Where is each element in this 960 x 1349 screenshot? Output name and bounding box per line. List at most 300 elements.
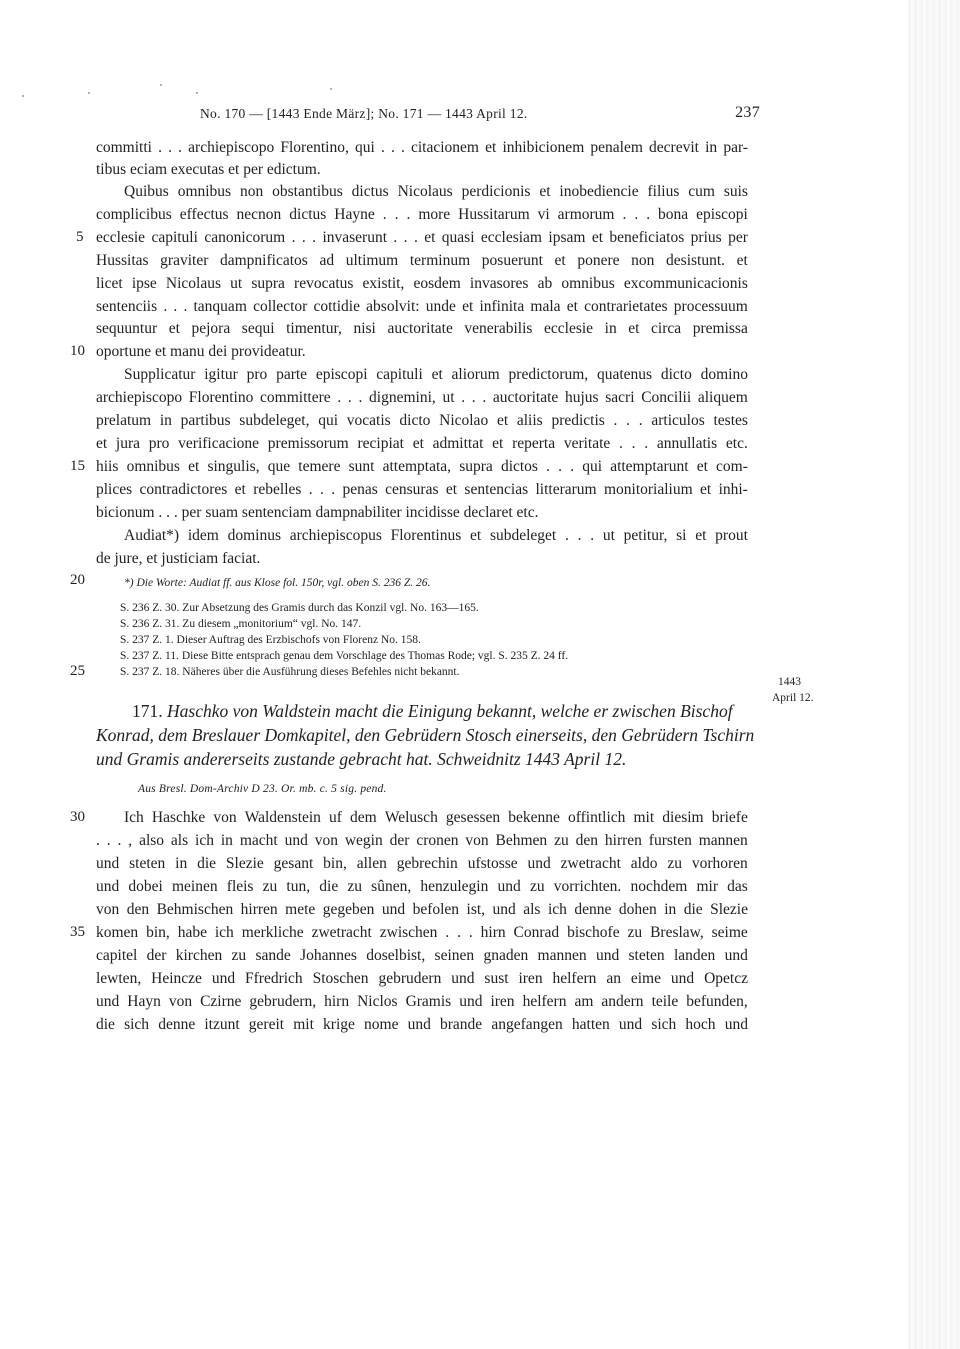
text-line xyxy=(96,922,748,944)
word: . xyxy=(400,139,405,156)
word: merkliche xyxy=(241,924,304,941)
word: hirren xyxy=(240,901,278,918)
word: et xyxy=(566,298,578,315)
word: plices xyxy=(96,481,133,498)
word: Johannes xyxy=(300,947,357,964)
text-line xyxy=(96,227,748,249)
word: recipiat xyxy=(357,435,404,452)
word: . xyxy=(577,527,582,544)
word: lewten, xyxy=(96,970,142,987)
word: ich xyxy=(214,924,234,941)
word: . xyxy=(168,139,172,156)
commentary-note: S. 236 Z. 30. Zur Absetzung des Gramis durch das Konzil vgl. No. 163—165. xyxy=(120,602,479,614)
word: inhibicionem xyxy=(502,139,585,156)
word: von xyxy=(465,832,489,849)
word: gegeben xyxy=(322,901,375,918)
word: supra xyxy=(459,458,493,475)
word: dictos xyxy=(500,458,538,475)
word: et xyxy=(431,366,443,383)
word: . xyxy=(461,389,466,406)
word: ipse xyxy=(131,275,157,292)
word: circa xyxy=(651,320,682,337)
word: attemptarunt xyxy=(610,458,689,475)
word: Welusch xyxy=(384,809,438,826)
document-title-line: Konrad, dem Breslauer Domkapitel, den Gebrüdern Stosch einerseits, den Gebrüdern Tschirn xyxy=(96,725,755,745)
word: von xyxy=(96,901,120,918)
word: admittat xyxy=(432,435,484,452)
word: idem xyxy=(187,527,219,544)
word: . xyxy=(631,435,636,452)
word: quasi xyxy=(441,229,475,246)
word: cum xyxy=(688,183,715,200)
word: et xyxy=(96,435,108,452)
word: aliis xyxy=(516,412,543,429)
word: attemptata, xyxy=(382,458,452,475)
word: . xyxy=(570,458,575,475)
word: und xyxy=(497,878,521,895)
word: . xyxy=(331,481,336,498)
word: . xyxy=(158,139,162,156)
word: posuerunt xyxy=(481,252,543,269)
word: hiis xyxy=(96,458,119,475)
footnote: *) Die Worte: Audiat ff. aus Klose fol. 150r, vgl. oben S. 236 Z. 26. xyxy=(124,577,431,589)
word: si xyxy=(676,527,687,544)
text-line: tibus eciam executas et per edictum. xyxy=(96,161,321,178)
scan-speck xyxy=(330,88,332,90)
word: . xyxy=(564,527,569,544)
word: Waldenstein xyxy=(244,809,321,826)
word: Czirne xyxy=(200,993,242,1010)
word: in xyxy=(175,855,188,872)
word: par- xyxy=(723,139,748,156)
word: sich xyxy=(124,1016,150,1033)
word: aliorum xyxy=(451,366,500,383)
word: subdeleget, xyxy=(239,412,310,429)
word: pro xyxy=(246,366,268,383)
word: hirn xyxy=(324,993,350,1010)
document-title-line: und Gramis andererseits zustande gebracht hat. Schweidnitz 1443 April 12. xyxy=(96,749,627,769)
word: zu xyxy=(231,947,247,964)
word: eime xyxy=(630,970,661,987)
word: et xyxy=(412,435,424,452)
word: terminum xyxy=(409,252,471,269)
word: veritate xyxy=(563,435,611,452)
word: den xyxy=(575,832,598,849)
text-line xyxy=(96,853,748,875)
word: . xyxy=(178,139,183,156)
text-line xyxy=(96,318,748,340)
word: zwischen xyxy=(379,924,438,941)
word: Nicolao xyxy=(439,412,489,429)
margin-date: April 12. xyxy=(772,692,814,704)
word: nome xyxy=(364,1016,399,1033)
word: befolen xyxy=(412,901,460,918)
line-number: 25 xyxy=(70,663,85,679)
word: . xyxy=(312,229,317,246)
word: offintlich xyxy=(568,809,626,826)
word: Slezie xyxy=(225,855,264,872)
word: das xyxy=(727,878,748,895)
word: verificacione xyxy=(178,435,260,452)
word: omnibus xyxy=(126,458,180,475)
word: sunt xyxy=(348,458,375,475)
word: reperta xyxy=(512,435,556,452)
word: allen xyxy=(356,855,387,872)
word: prelatum xyxy=(96,412,152,429)
word: der xyxy=(389,832,410,849)
word: contradictores xyxy=(139,481,228,498)
word: ich xyxy=(547,901,567,918)
word: et xyxy=(496,412,509,429)
text-line xyxy=(96,968,748,990)
word: et xyxy=(188,458,200,475)
word: dignemini, xyxy=(369,389,436,406)
word: und xyxy=(724,1016,748,1033)
word: zwetracht xyxy=(560,855,621,872)
word: in xyxy=(604,320,617,337)
word: dohen xyxy=(618,901,657,918)
text-line xyxy=(96,273,748,295)
word: et xyxy=(696,458,708,475)
word: kirchen xyxy=(175,947,223,964)
word: . xyxy=(613,412,618,429)
word: jura xyxy=(115,435,141,452)
word: revocatus xyxy=(294,275,354,292)
word: non xyxy=(631,252,655,269)
word: als xyxy=(523,901,541,918)
word: dampnificatos xyxy=(220,252,308,269)
text-line xyxy=(96,387,748,409)
word: Quibus xyxy=(124,183,169,200)
word: sacri xyxy=(605,389,635,406)
word: und xyxy=(381,901,406,918)
word: in xyxy=(159,412,172,429)
word: habe xyxy=(177,924,207,941)
word: ipsam xyxy=(548,229,586,246)
word: rebelles xyxy=(253,481,302,498)
word: . xyxy=(622,206,627,223)
word: qui xyxy=(354,139,375,156)
scan-speck xyxy=(196,92,198,94)
word: timentur, xyxy=(286,320,342,337)
word: prout xyxy=(715,527,748,544)
word: et xyxy=(492,435,504,452)
word: Hussitarum xyxy=(458,206,530,223)
word: premissa xyxy=(692,320,748,337)
word: subdeleget xyxy=(489,527,557,544)
running-head-text: No. 170 — [1443 Ende März]; No. 171 — 1443 April 12. xyxy=(200,106,528,121)
word: von xyxy=(168,993,193,1010)
word: hoch xyxy=(685,1016,716,1033)
word: Slezie xyxy=(710,901,748,918)
word: et xyxy=(470,527,482,544)
text-line xyxy=(96,899,748,921)
word: gnaden xyxy=(483,947,529,964)
word: et xyxy=(539,183,551,200)
word: Gramis xyxy=(405,993,452,1010)
word: . xyxy=(380,139,385,156)
word: . xyxy=(106,832,111,849)
word: more xyxy=(418,206,451,223)
word: komen xyxy=(96,924,139,941)
word: venerabilis xyxy=(464,320,533,337)
word: dominus xyxy=(227,527,282,544)
text-line xyxy=(96,433,748,455)
word: . xyxy=(471,389,476,406)
word: et xyxy=(554,252,566,269)
word: ponere xyxy=(577,252,620,269)
word: unde xyxy=(425,298,456,315)
word: . xyxy=(403,229,408,246)
word: committi xyxy=(96,139,152,156)
line-number: 15 xyxy=(70,458,85,474)
word: zwetracht xyxy=(311,924,372,941)
word: itzunt xyxy=(204,1016,240,1033)
word: dictus xyxy=(351,183,389,200)
word: iren xyxy=(490,993,515,1010)
word: sequi xyxy=(241,320,275,337)
word: Stoschen xyxy=(312,970,369,987)
word: Behmischen xyxy=(156,901,234,918)
word: monitorialium xyxy=(603,481,693,498)
word: sûnen, xyxy=(371,878,412,895)
text-line xyxy=(96,204,748,226)
word: infinita xyxy=(479,298,525,315)
word: . xyxy=(163,298,168,315)
word: sande xyxy=(255,947,291,964)
word: hujus xyxy=(564,389,599,406)
word: in xyxy=(705,139,718,156)
word: Heincze xyxy=(151,970,202,987)
word: seime xyxy=(711,924,748,941)
word: omnibus xyxy=(177,183,232,200)
word: supra xyxy=(251,275,285,292)
scan-speck xyxy=(88,92,90,94)
word: steten xyxy=(628,947,665,964)
word: etc. xyxy=(725,435,748,452)
word: bona xyxy=(658,206,689,223)
word: suis xyxy=(723,183,748,200)
word: . xyxy=(347,389,352,406)
word: prius xyxy=(690,229,722,246)
word: Nicolaus xyxy=(165,275,222,292)
word: mete xyxy=(285,901,316,918)
word: collector xyxy=(253,298,308,315)
word: ultimum xyxy=(345,252,399,269)
scan-speck xyxy=(22,95,24,97)
word: mir xyxy=(696,878,718,895)
text-line xyxy=(124,364,748,386)
word: capitel xyxy=(96,947,138,964)
text-line xyxy=(96,137,748,159)
word: penalem xyxy=(590,139,643,156)
word: Haschke xyxy=(151,809,206,826)
word: dobei xyxy=(128,878,163,895)
word: fursten xyxy=(648,832,692,849)
page-number: 237 xyxy=(735,104,760,121)
commentary-note: S. 236 Z. 31. Zu diesem „monitorium“ vgl. No. 147. xyxy=(120,618,362,630)
scan-edge-shadow xyxy=(908,0,960,1349)
word: als xyxy=(170,832,189,849)
word: zu xyxy=(529,878,545,895)
word: ich xyxy=(195,832,214,849)
word: domino xyxy=(700,366,748,383)
word: und xyxy=(96,878,120,895)
word: doselbist, xyxy=(366,947,426,964)
word: . xyxy=(308,481,313,498)
text-line xyxy=(96,830,748,852)
word: ab xyxy=(537,275,553,292)
word: zu xyxy=(627,924,643,941)
word: . xyxy=(646,206,651,223)
word: . xyxy=(590,527,595,544)
word: gebrechin xyxy=(396,855,458,872)
word: auctoritate xyxy=(387,320,453,337)
word: . xyxy=(117,832,122,849)
word: . xyxy=(644,435,649,452)
word: und xyxy=(527,855,551,872)
word: die xyxy=(683,901,703,918)
word: quatenus xyxy=(596,366,653,383)
word: episcopi xyxy=(696,206,748,223)
word: . xyxy=(413,229,418,246)
scan-speck xyxy=(160,84,162,86)
word: und xyxy=(284,832,308,849)
word: seinen xyxy=(434,947,475,964)
word: . xyxy=(468,924,473,941)
word: . xyxy=(96,832,100,849)
word: aliquem xyxy=(697,389,748,406)
word: ut xyxy=(442,389,455,406)
word: . xyxy=(382,206,387,223)
word: penas xyxy=(342,481,378,498)
word: et xyxy=(591,229,603,246)
text-line xyxy=(96,479,748,501)
word: sentenciis xyxy=(96,298,158,315)
word: und xyxy=(618,1016,643,1033)
word: articulos xyxy=(651,412,705,429)
word: teile xyxy=(651,993,679,1010)
word: et xyxy=(462,298,474,315)
text-line xyxy=(124,181,748,203)
word: zu xyxy=(347,878,362,895)
word: dictus xyxy=(289,206,327,223)
word: . xyxy=(634,206,639,223)
word: archiepiscopus xyxy=(289,527,382,544)
word: . xyxy=(183,298,188,315)
word: annullatis xyxy=(656,435,718,452)
commentary-note: S. 237 Z. 18. Näheres über die Ausführung dieses Befehles nicht bekannt. xyxy=(120,666,460,678)
word: desistunt. xyxy=(666,252,726,269)
word: bischofe xyxy=(567,924,620,941)
text-line xyxy=(96,876,748,898)
word: und xyxy=(96,855,120,872)
word: dicto xyxy=(660,366,692,383)
word: . xyxy=(626,412,631,429)
word: que xyxy=(267,458,291,475)
text-line xyxy=(96,456,748,478)
word: mit xyxy=(633,809,655,826)
word: com- xyxy=(716,458,748,475)
word: und xyxy=(724,947,748,964)
word: aldo xyxy=(630,855,658,872)
word: necnon xyxy=(236,206,282,223)
word: committere xyxy=(260,389,331,406)
word: bin, xyxy=(323,855,347,872)
text-line xyxy=(96,250,748,272)
word: von xyxy=(213,809,237,826)
word: Behmen xyxy=(495,832,548,849)
text-line: de jure, et justiciam faciat. xyxy=(96,550,261,567)
word: singulis, xyxy=(207,458,260,475)
word: . xyxy=(393,229,398,246)
word: partibus xyxy=(180,412,231,429)
word: . xyxy=(301,229,306,246)
word: iren xyxy=(518,970,543,987)
word: , xyxy=(128,832,133,849)
word: processuum xyxy=(673,298,748,315)
commentary-note: S. 237 Z. 11. Diese Bitte entsprach genau dem Vorschlage des Thomas Rode; vgl. S. 235 Z. 24 ff. xyxy=(120,650,569,662)
word: und xyxy=(451,970,475,987)
word: . xyxy=(482,389,487,406)
word: die xyxy=(96,1016,115,1033)
word: . xyxy=(390,139,395,156)
word: et xyxy=(700,481,712,498)
word: effectus xyxy=(179,206,229,223)
word: licet xyxy=(96,275,123,292)
word: . xyxy=(337,389,342,406)
word: . xyxy=(546,458,550,475)
word: wegin xyxy=(344,832,383,849)
word: dem xyxy=(350,809,377,826)
word: und xyxy=(211,970,236,987)
word: ist, xyxy=(466,901,486,918)
word: parte xyxy=(276,366,308,383)
word: beneficiatos xyxy=(609,229,685,246)
line-number: 35 xyxy=(70,924,85,940)
word: Nicolaus xyxy=(397,183,453,200)
word: steten xyxy=(129,855,166,872)
word: zu xyxy=(554,832,569,849)
document-number: 171. xyxy=(132,701,163,721)
word: und xyxy=(96,993,120,1010)
word: qui xyxy=(318,412,339,429)
word: . xyxy=(457,924,461,941)
word: in xyxy=(664,901,677,918)
word: Ich xyxy=(124,809,144,826)
word: . xyxy=(320,481,324,498)
word: pejora xyxy=(191,320,231,337)
word: gebrudern xyxy=(378,970,442,987)
text-line xyxy=(96,1014,748,1036)
word: gereit xyxy=(248,1016,285,1033)
line-number: 30 xyxy=(70,809,85,825)
word: contrarietates xyxy=(584,298,668,315)
word: mannen xyxy=(537,947,587,964)
word: gesessen xyxy=(445,809,501,826)
word: also xyxy=(139,832,165,849)
word: ad xyxy=(319,252,335,269)
word: bekenne xyxy=(508,809,560,826)
word: zu xyxy=(262,878,278,895)
word: andern xyxy=(601,993,644,1010)
word: temere xyxy=(298,458,341,475)
word: macht xyxy=(239,832,278,849)
word: testes xyxy=(713,412,748,429)
word: . xyxy=(619,435,623,452)
word: und xyxy=(407,1016,431,1033)
source-citation: Aus Bresl. Dom-Archiv D 23. Or. mb. c. 5 sig. pend. xyxy=(138,783,387,795)
